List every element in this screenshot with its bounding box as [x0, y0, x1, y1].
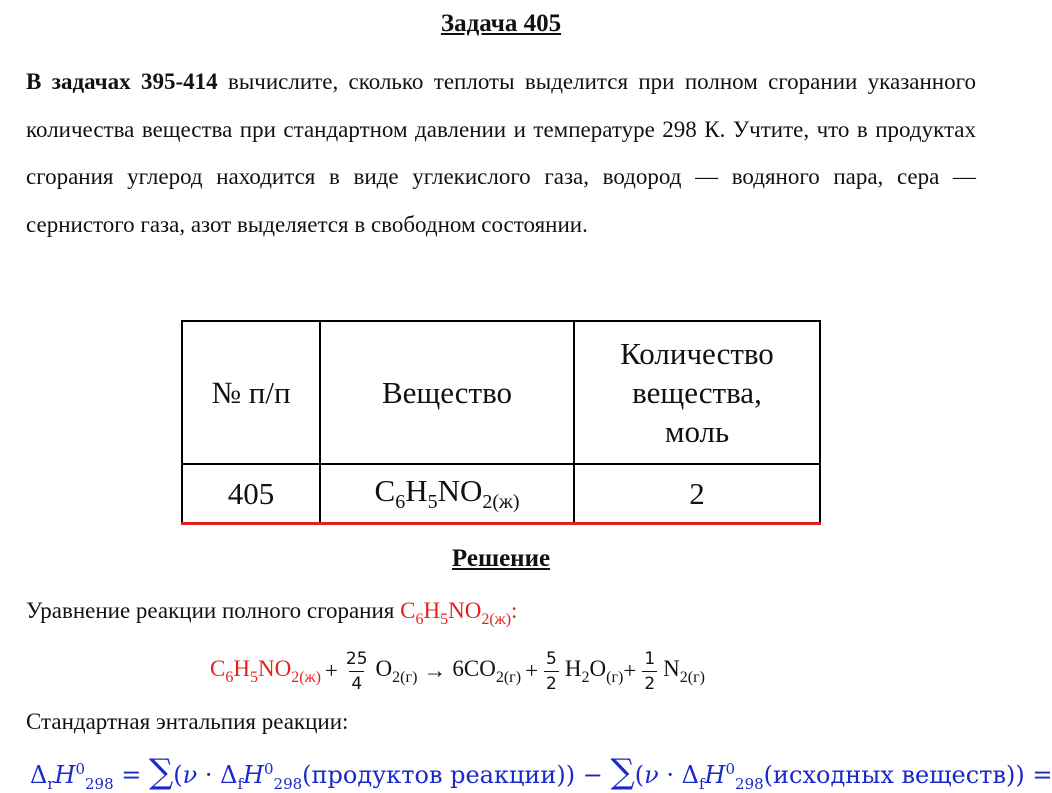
substance-table [181, 320, 821, 525]
co2-symbol: 6CO [452, 655, 496, 681]
cell-amount: 2 [574, 464, 820, 524]
eq-arrow: → [423, 658, 447, 683]
eq-plus-3: + [623, 658, 637, 683]
h2o-h: H [564, 655, 582, 681]
eq-o2 [376, 656, 418, 687]
formula-c: C [374, 473, 396, 508]
task-statement [26, 58, 976, 248]
cell-number: 405 [182, 464, 320, 524]
eq-coef-h2o [544, 647, 559, 696]
eq-coef-n2 [642, 647, 657, 696]
task-range-bold: В задачах 395-414 [26, 69, 218, 94]
table-row [182, 464, 820, 524]
formula-h: H [405, 473, 428, 508]
coef-den: 2 [544, 671, 559, 696]
reaction-intro-text: Уравнение реакции полного сгорания [26, 598, 401, 623]
coef-num: 25 [345, 648, 368, 669]
n2-symbol: N [663, 655, 680, 681]
eq-n2 [663, 656, 705, 687]
o2-sub: 2(г) [392, 668, 418, 686]
eq-plus-1: + [324, 658, 338, 683]
formula-no: NO [437, 473, 483, 508]
coef-num: 5 [546, 648, 557, 669]
eq-co2 [452, 656, 521, 687]
reaction-intro-line [26, 598, 517, 629]
formula-no-sub: 2(ж) [482, 491, 520, 513]
eq-reactant-nitrobenzene: $C_6H_5NO_{2(ж)}$ [210, 655, 321, 686]
header-amount-text: Количество вещества, моль [620, 336, 774, 449]
h2o-sub: 2 [581, 668, 590, 686]
coef-num: 1 [644, 648, 656, 669]
enthalpy-formula: $\Delta_rH^0_{298} = \sum(\nu$ · $\Delta_fH^0_{298}(продуктов$ реакции)) − $\sum(\nu \cdot \Delta_fH^0_{298}(исходных$ веществ)) = [30, 752, 1052, 793]
header-substance: Вещество [320, 321, 574, 464]
eq-h2o [565, 656, 623, 687]
h2o-state: (г) [606, 668, 624, 686]
task-title: Задача 405 [440, 10, 562, 37]
formula-products-label: (продуктов реакции) [302, 761, 566, 789]
enthalpy-intro: Стандартная энтальпия реакции: [26, 709, 349, 734]
task-statement-text: вычислите, сколько теплоты выделится при полном сгорании указанного количества вещества при стандартном давлении и температуре 298 К. Учтите, что в продуктах сгорания углерод находится в виде углекислого газа, водород — водяного пара, сера — сернистого газа, азот выделяется в свободном состоянии. [26, 69, 976, 237]
eq-coef-o2 [344, 647, 370, 696]
reaction-substance-inline: $C_6H_5NO_{2(ж)}$: [400, 598, 518, 628]
co2-sub: 2(г) [495, 668, 522, 686]
header-amount [574, 321, 820, 464]
h2o-o: O [589, 655, 607, 681]
header-number: № п/п [182, 321, 320, 464]
coef-den: 2 [642, 671, 657, 696]
table-header-row [182, 321, 820, 464]
formula-reactants-label: (исходных веществ) [763, 761, 1016, 789]
coef-den: 4 [349, 671, 364, 696]
n2-sub: 2(г) [679, 668, 705, 686]
formula-h-sub: 5 [427, 491, 438, 513]
reaction-equation [210, 640, 705, 702]
eq-plus-2: + [525, 658, 539, 683]
o2-symbol: O [375, 655, 393, 681]
solution-title: Решение [451, 545, 551, 572]
formula-c-sub: 6 [395, 491, 406, 513]
cell-substance [320, 464, 574, 524]
